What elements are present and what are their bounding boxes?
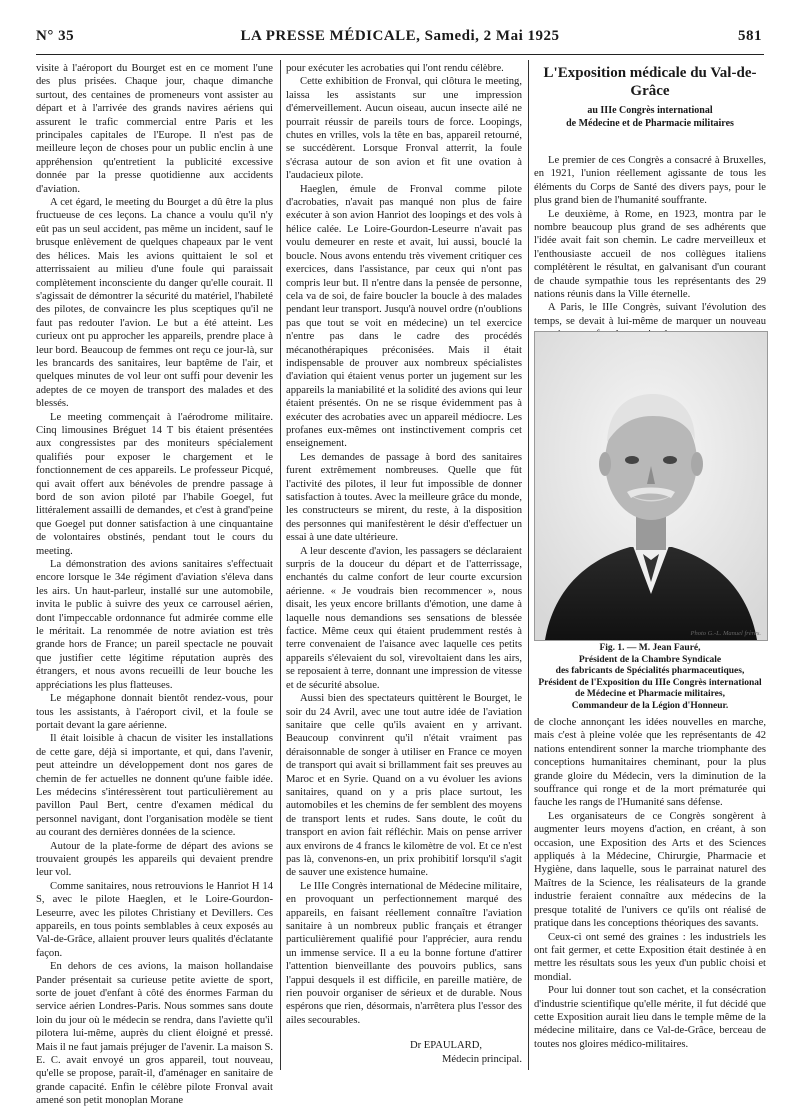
column-3-top [534,62,766,342]
caption-line: Président de la Chambre Syndicale [578,654,722,665]
column-divider-2 [528,60,529,1070]
paragraph: Cette exhibition de Fronval, qui clôtura le meeting, laissa les assistants sur une impression d'émerveillement. Aucun oiseau, aucun insecte ailé ne pourrait réussir de pareils tours de force. Loopings, chutes en vrilles, vols la tête en bas, appareil retourné, se succédèrent. Lorsque Fronval atterrit, la foule s'écrasa autour de son avion et fit une ovation à l'audacieux pilote. [286,76,522,182]
author-signature [286,1039,522,1067]
author-role: Médecin principal. [441,1054,522,1066]
caption-line: des fabricants de Spécialités pharmaceutiques, [555,666,745,676]
paragraph: A Paris, le IIIe Congrès, suivant l'évolution des temps, se devait à lui-même de marquer un nouveau [534,302,766,327]
paragraph: Ceux-ci ont semé des graines : les industriels les ont fait germer, et cette Exposition était destinée à en mettre les résultats sous les yeux d'un public choisi et mondial. [534,931,766,983]
paragraph: Les demandes de passage à bord des sanitaires furent extrêmement nombreuses. Quelle que fût l'activité des pilotes, il leur fut impossible de donner satisfaction à toutes. Avec la meilleure grâce du monde, les constructeurs se mirent, du reste, à la disposition des personnes qui manifestèrent le désir d'effectuer un essai à une date ultérieure. [286,451,522,544]
caption-line: Fig. 1. — M. Jean Fauré, [599,643,701,653]
column-1 [36,62,273,1108]
column-2 [286,62,522,1067]
paragraph: Haeglen, émule de Fronval comme pilote d'acrobaties, n'avait pas manqué non plus de faire exécuter à son avion Hanriot des loopings et des vols à hélice calée. Le Loire-Gourdon-Leseurre n'avait pas voulu demeurer en reste et avait, lui aussi, bouclé la boucle. Nous avons entendu très vivement critiquer ces exercices, dans l'assistance, par ceux qui n'ont pas compris leur but. Il n'entre dans la pensée de personne, cela va de soi, de faire boucler la boucle à des malades pendant leur transport. Jusqu'à nouvel ordre (n'oublions pas que tout se voit en médecine) un tel exercice n'entre pas dans le cadre des procédés mécanothérapiques préconisées. Mais il était indispensable de prouver aux nombreux spécialistes d'aviation qui étaient venus porter un jugement sur les appareils la maniabilité et la solidité des avions qui leur étaient présentés. On ne se risque évidemment pas à exécuter des acrobaties avec un appareil médiocre. Les profanes eux-mêmes ont instinctivement compris cet enseignement. [286,183,522,450]
paragraph: Le meeting commençait à l'aérodrome militaire. Cinq limousines Bréguet 14 T bis étaient présentées aux congressistes par des moniteurs spécialement qualifiés pour exposer le chargement et le fonctionnement de ces appareils. Le professeur Picqué, qui avait offert aux bénévoles de prendre passage à bord de son avion piloté par l'habile Goegel, fut littéralement assailli de demandes, et c'est à grand'peine que Goegel put donner satisfaction à une cinquantaine de volontaires obstinés, pendant tout le cours du meeting. [36,411,273,557]
photo-credit: Photo G.-L. Manuel frères. [690,630,761,637]
paragraph: pour exécuter les acrobaties qui l'ont rendu célèbre. [286,63,504,74]
paragraph: visite à l'aéroport du Bourget est en ce moment l'une des plus prisées. Chaque jour, chaque dimanche surtout, des centaines de promeneurs vont assister au départ et à l'arrivée des grands navires aériens qui assurent le trafic commercial entre Paris et les principales capitales de l'Europe. Il n'est pas de meilleure leçon de choses pour un public enclin à une appréhension qu'entretient la publicité excessive donnée par la presse quotidienne aux accidents d'aviation. [36,63,273,195]
article-subtitle [534,104,766,130]
article-subtitle-line-1: au IIIe Congrès international [587,105,713,116]
paragraph: Aussi bien des spectateurs quittèrent le Bourget, le soir du 24 Avril, avec une tout autre idée de l'aviation sanitaire que celle qu'ils avaient en y arrivant. Beaucoup convinrent qu'il n'était vraiment pas déraisonnable de songer à utiliser en France ce moyen de transport qui avait si brillamment fait ses preuves au Maroc et en Syrie. Quand on a vu évoluer les avions sanitaires, quand on y a pris place surtout, les automobiles et les chemins de fer semblent des moyens de transport lents et rudes. Sans doute, le coût du transport en avion fait réfléchir. Mais on pense arriver aux environs de 4 francs le kilomètre de vol. Et ce n'est pas là, convenons-en, un prix prohibitif lorsqu'il s'agit de sauver une existence humaine. [286,693,522,879]
paragraph: La démonstration des avions sanitaires s'effectuait encore lorsque le 34e régiment d'aviation s'éleva dans les airs. Un haut-parleur, installé sur une automobile, invita le public à suivre des yeux ce carrousel aérien, dont l'impeccable ordonnance fut admirée comme elle le méritait. La renommée de notre aviation est très grande hors de France; un pareil spectacle ne pouvait que justifier cette légitime réputation auprès des étrangers, et nous avons recueilli de leur bouche les appréciations les plus flatteuses. [36,559,273,691]
paragraph: Le deuxième, à Rome, en 1923, montra par le nombre beaucoup plus grand de ses adhérents que l'idée avait fait son chemin. Le cadre merveilleux et l'enthousiaste accueil de nos collègues italiens complétèrent le résultat, en galvanisant d'un courant de chaude sympathie tous les représentants des 29 nations réunis dans la Ville éternelle. [534,208,766,301]
portrait-illustration [535,332,767,640]
article-title: L'Exposition médicale du Val-de-Grâce [543,65,757,99]
paragraph: Les organisateurs de ce Congrès songèrent à augmenter leurs moyens d'action, en créant, à son occasion, une Exposition des Arts et des Sciences appliqués à la Médecine, Chirurgie, Pharmacie et Hygiène, dans laquelle, sous le parrainat naturel des Maîtres de la Science, les réalisateurs de la grande industrie feraient connaître aux médecins de la presque totalité de l'univers ce qu'ils ont réalisé de pratique dans les conceptions théoriques des savants. [534,810,766,930]
paragraph: Le IIIe Congrès international de Médecine militaire, en provoquant un perfectionnement marqué des appareils, en faisant réellement connaître l'aviation sanitaire à un nombreux public français et étranger particulièrement qualifié pour l'apprécier, aura rendu un immense service. Il a eu la bonne fortune d'attirer l'attention bienveillante des pouvoirs publics, sans l'appui desquels il est difficile, en pareille matière, de rien pouvoir organiser de sérieux et de durable. Nous espérons que rien, désormais, n'arrêtera plus l'essor des ailes secourables. [286,880,522,1026]
caption-line: Président de l'Exposition du IIIe Congrès international [538,677,762,688]
paragraph: Il était loisible à chacun de visiter les installations de cette gare, déjà si importante, et qui, dans l'avenir, peut atteindre un développement dont nos gares de chemin de fer actuelles ne donnent qu'une faible idée. Les médecins s'intéressèrent tout particulièrement au pavillon Paul Bert, centre d'examen médical du personnel navigant, dont l'organisation modèle se tient au courant des dernières données de la science. [36,733,273,839]
column-divider-1 [280,60,281,1070]
paragraph: de cloche annonçant les idées nouvelles en marche, mais c'est à pleine volée que les représentants de 42 nations entendirent sonner la marche triomphante des conceptions humanitaires cheminant, pour la plus grande gloire du Médecin, vers la diminution de la souffrance qui ronge et de la mort prématurée qui fauche les rangs de l'Humanité sans défense. [534,717,766,809]
article-subtitle-line-2: de Médecine et de Pharmacie militaires [566,118,734,129]
caption-line: Commandeur de la Légion d'Honneur. [571,700,729,711]
paragraph: Pour lui donner tout son cachet, et la consécration d'industrie scientifique qu'elle mérite, il fut décidé que cette Exposition aurait lieu dans le temple même de la médecine militaire, dans ce Val-de-Grâce, berceau de toutes nos gloires médico-militaires. [534,985,766,1050]
paragraph: A cet égard, le meeting du Bourget a dû être la plus fructueuse de ces leçons. La chance a voulu qu'il n'y eût pas un seul accident, pas même un incident, sauf le brusque enlèvement de quelques chapeaux par le vent des hélices. Mais les avions quittaient le sol et atterrissaient au milieu d'une foule qui paraissait complètement inconsciente du danger qu'elle courait. Il s'agissait de démontrer la sécurité du matériel, l'habileté des pilotes, de convaincre les plus sceptiques qu'il ne faut pas redouter l'avion. Le but a été atteint. Les curieux ont pu approcher les appareils, prendre place à leur bord. Beaucoup de femmes ont reçu ce jour-là, sur les brancards des sanitaires, leur baptême de l'air, et quelques minutes de vol leur ont suffi pour devenir les adeptes de ce moyen de transport des malades et des blessés. [36,197,273,410]
paragraph: A leur descente d'avion, les passagers se déclaraient surpris de la douceur du départ et de l'atterrissage, enchantés du calme confort de leur courte excursion aérienne. « Je voudrais bien recommencer », nous disait, les yeux encore brillants d'émotion, une dame à laquelle nous demandions ses sensations de blessée factice. Même ceux qui étaient prudemment restés à terre convenaient de l'aisance avec laquelle ces petits appareils s'élevaient du sol, virevoltaient dans les airs, se reposaient à terre, donnant une impression de vitesse et de sécurité absolue. [286,545,522,691]
paragraph: Le mégaphone donnait bientôt rendez-vous, pour tous les assistants, à l'aéroport civil, et la foule se portait devant la gare aérienne. [36,693,273,731]
paragraph: Le premier de ces Congrès a consacré à Bruxelles, en 1921, l'union réellement agissante de tous les éléments du Corps de Santé des divers pays, pour le plus grand bien de l'humanité souffrante. [534,155,766,207]
issue-number: N° 35 [36,28,75,44]
paragraph: Autour de la plate-forme de départ des avions se trouvaient groupés les appareils qui devaient prendre leur vol. [36,840,273,879]
column-3-bottom [534,716,766,1051]
author-name: Dr EPAULARD, [409,1040,482,1052]
figure-caption [534,643,766,712]
caption-line: de Médecine et Pharmacie militaires, [575,689,725,699]
page-header [30,28,770,50]
portrait-photo [534,331,768,641]
journal-title: LA PRESSE MÉDICALE, Samedi, 2 Mai 1925 [240,28,560,44]
paragraph: En dehors de ces avions, la maison hollandaise Pander présentait sa curieuse petite aviette de sport, sorte de jouet d'enfant à côté des énormes Farman du service aérien Londres-Paris. Nous sommes sans doute loin du jour où le médecin se rendra, dans l'aviette qu'il pilotera lui-même, auprès du client éloigné et pressé. Mais il ne faut jamais préjuger de l'avenir. La maison S. E. C. avait envoyé un gros appareil, tout nouveau, qu'elle se propose, paraît-il, d'aménager en sanitaire de grande capacité. Enfin le célèbre pilote Fronval avait amené son petit monoplan Morane [36,961,273,1107]
paragraph: Comme sanitaires, nous retrouvions le Hanriot H 14 S, avec le pilote Haeglen, et le Loire-Gourdon-Leseurre, avec les pilotes Christiany et Devillers. Ces appareils, en tous points semblables à ceux exposés au Val-de-Grâce, allaient prouver leurs qualités d'éclatante façon. [36,880,273,959]
header-rule [36,54,764,55]
page-number: 581 [738,28,762,44]
